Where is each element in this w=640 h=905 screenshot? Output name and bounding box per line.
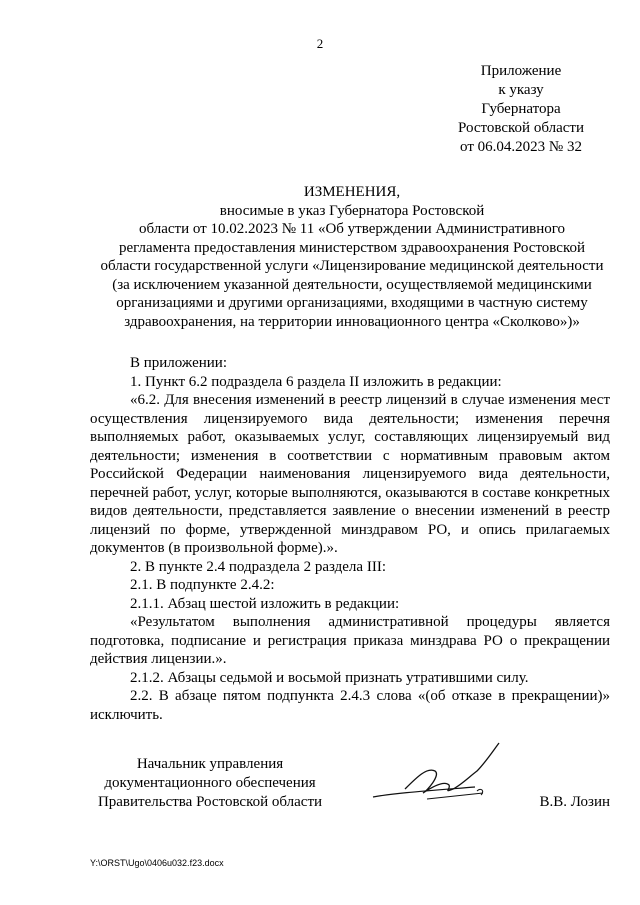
page-number: 2 bbox=[316, 36, 324, 51]
title-line: ИЗМЕНЕНИЯ, bbox=[303, 184, 401, 200]
body-paragraph: 2.1.2. Абзацы седьмой и восьмой признать утратившими силу. bbox=[130, 669, 529, 686]
body-paragraph: «6.2. Для внесения изменений в реестр лицензий в случае изменения мест осуществления лицензируемого вида деятельности; изменения перечня выполняемых работ, оказываемых услуг, составляющих лицензируемый вид деятельности; изменения в соответствии с нормативным правовым актом Российской Федерации наименования лицензируемого вида деятельности, перечней работ, услуг, которые выполняются, оказываются в составе конкретных видов деятельности, представляется заявление о внесении изменений в реестр лицензий по форме, утвержденной минздравом РО, и опись прилагаемых документов (в произвольной форме).». bbox=[90, 392, 610, 556]
body-paragraph: 2.2. В абзаце пятом подпункта 2.4.3 слова «(об отказе в прекращении)» исключить. bbox=[90, 688, 610, 723]
appendix-line: к указу bbox=[498, 82, 544, 98]
appendix-header bbox=[440, 62, 602, 157]
body-paragraph: «Результатом выполнения административной процедуры является подготовка, подписание и регистрация приказа минздрава РО о прекращении действия лицензии.». bbox=[90, 614, 610, 667]
signer-position-line: Правительства Ростовской области bbox=[97, 794, 323, 810]
title-line: организациями и другими организациями, входящими в частную систему bbox=[116, 295, 588, 311]
title-line: здравоохранения, на территории инновационного центра «Сколково»)» bbox=[124, 313, 580, 330]
body-paragraph: 2.1. В подпункте 2.4.2: bbox=[130, 577, 275, 593]
document-title bbox=[90, 183, 614, 331]
title-line: области от 10.02.2023 № 11 «Об утверждении Административного bbox=[138, 221, 566, 237]
body-paragraph: 1. Пункт 6.2 подраздела 6 раздела II изложить в редакции: bbox=[130, 373, 502, 390]
appendix-line: от 06.04.2023 № 32 bbox=[460, 139, 582, 155]
title-line: (за исключением указанной деятельности, осуществляемой медицинскими bbox=[112, 276, 592, 293]
title-line: регламента предоставления министерством здравоохранения Ростовской bbox=[118, 239, 586, 256]
body-paragraph: В приложении: bbox=[130, 355, 227, 371]
signer-position-line: документационного обеспечения bbox=[104, 775, 316, 791]
appendix-line: Приложение bbox=[480, 63, 562, 79]
signer-name: В.В. Лозин bbox=[539, 794, 610, 810]
appendix-line: Ростовской области bbox=[458, 120, 584, 136]
title-line: вносимые в указ Губернатора Ростовской bbox=[219, 202, 485, 219]
signer-position-line: Начальник управления bbox=[136, 756, 284, 772]
file-path-footer: Y:\ORST\Ugo\0406u032.f23.docx bbox=[90, 858, 224, 868]
body-paragraph: 2.1.1. Абзац шестой изложить в редакции: bbox=[130, 595, 400, 612]
handwritten-signature bbox=[365, 741, 525, 811]
body-paragraph: 2. В пункте 2.4 подраздела 2 раздела III: bbox=[130, 558, 386, 575]
title-line: области государственной услуги «Лицензирование медицинской деятельности bbox=[100, 258, 604, 274]
document-body bbox=[90, 354, 610, 724]
appendix-line: Губернатора bbox=[481, 101, 561, 117]
signer-position bbox=[90, 755, 330, 812]
